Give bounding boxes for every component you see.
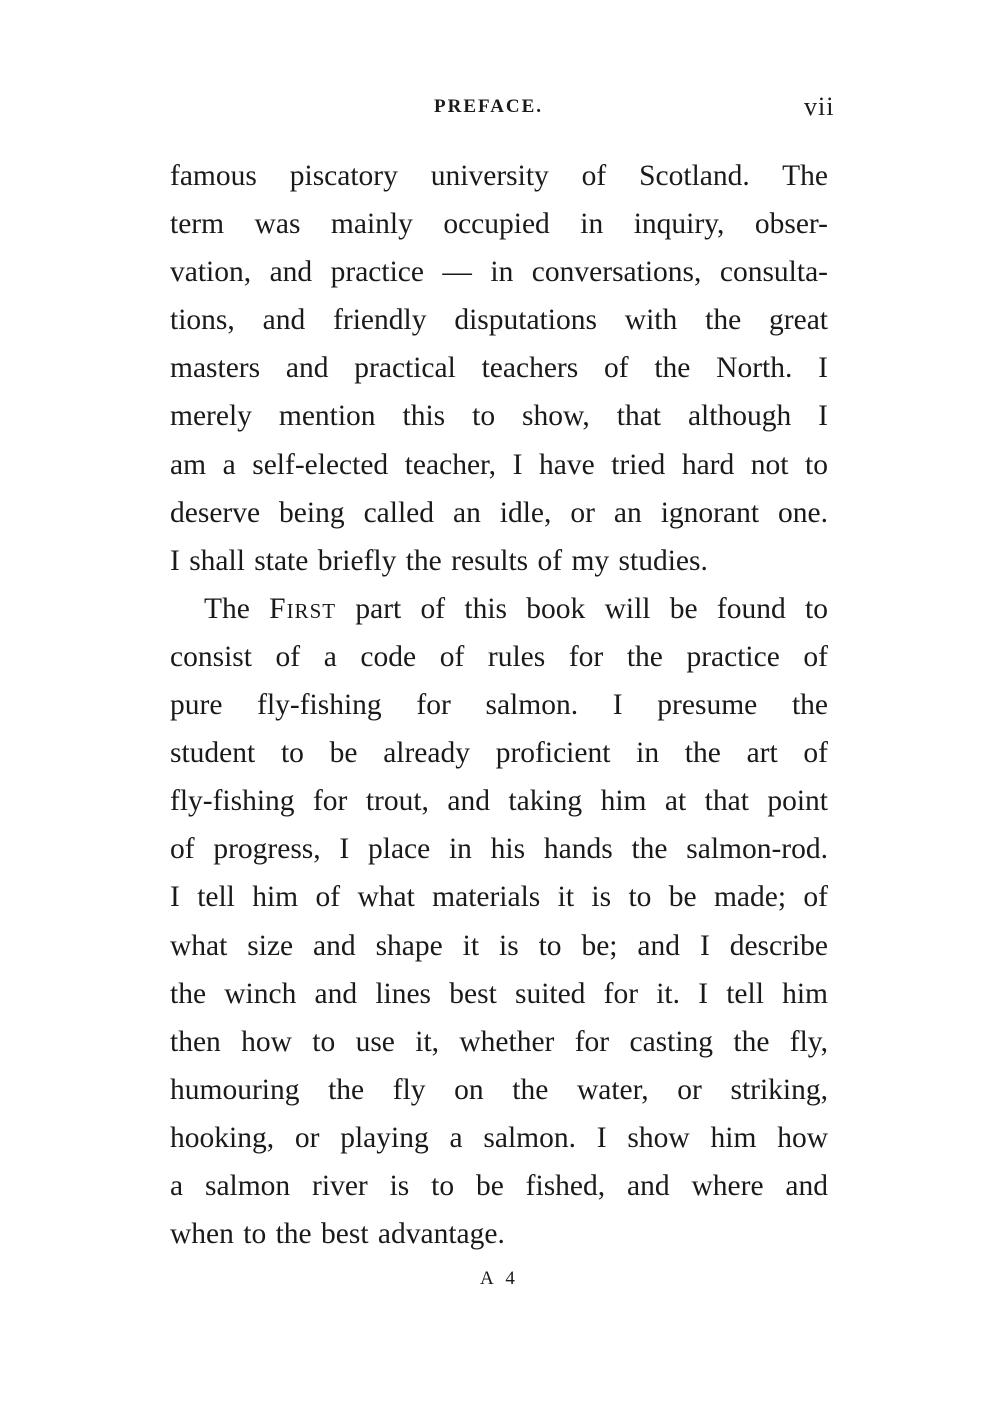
- text-line: deserve being called an idle, or an ignorant one.: [170, 496, 828, 529]
- text-line: student to be already proficient in the art of: [170, 737, 828, 770]
- text-line: humouring the fly on the water, or striking,: [170, 1073, 828, 1106]
- text-line: vation, and practice — in conversations, consulta-: [170, 256, 828, 289]
- text-line: hooking, or playing a salmon. I show him how: [170, 1121, 828, 1154]
- text-segment: part of this book will be found to: [336, 592, 828, 625]
- signature-mark: A 4: [480, 1268, 519, 1289]
- text-line: term was mainly occupied in inquiry, obser-: [170, 208, 828, 241]
- text-line: merely mention this to show, that although I: [170, 400, 828, 433]
- text-line: I shall state briefly the results of my studies.: [170, 544, 708, 577]
- page-number: vii: [804, 92, 835, 121]
- text-line: I tell him of what materials it is to be made; of: [170, 881, 828, 914]
- text-line: what size and shape it is to be; and I describe: [170, 929, 828, 962]
- text-line: of progress, I place in his hands the salmon-rod.: [170, 833, 828, 866]
- text-line: [170, 585, 828, 633]
- text-line: consist of a code of rules for the practice of: [170, 640, 828, 673]
- text-segment: First: [269, 592, 337, 625]
- text-line: pure fly-fishing for salmon. I presume the: [170, 689, 828, 722]
- text-line: the winch and lines best suited for it. I tell him: [170, 977, 828, 1010]
- text-line: tions, and friendly disputations with the great: [170, 304, 828, 337]
- text-line: fly-fishing for trout, and taking him at that point: [170, 785, 828, 818]
- text-line: then how to use it, whether for casting the fly,: [170, 1025, 828, 1058]
- text-line: masters and practical teachers of the North. I: [170, 352, 828, 385]
- text-line: a salmon river is to be fished, and where and: [170, 1169, 828, 1202]
- text-line: famous piscatory university of Scotland. The: [170, 160, 828, 192]
- text-line: am a self-elected teacher, I have tried hard not to: [170, 448, 828, 481]
- text-segment: The: [204, 592, 270, 625]
- body-text: [170, 152, 828, 1258]
- running-header-title: PREFACE.: [434, 96, 544, 117]
- text-line: when to the best advantage.: [170, 1218, 505, 1251]
